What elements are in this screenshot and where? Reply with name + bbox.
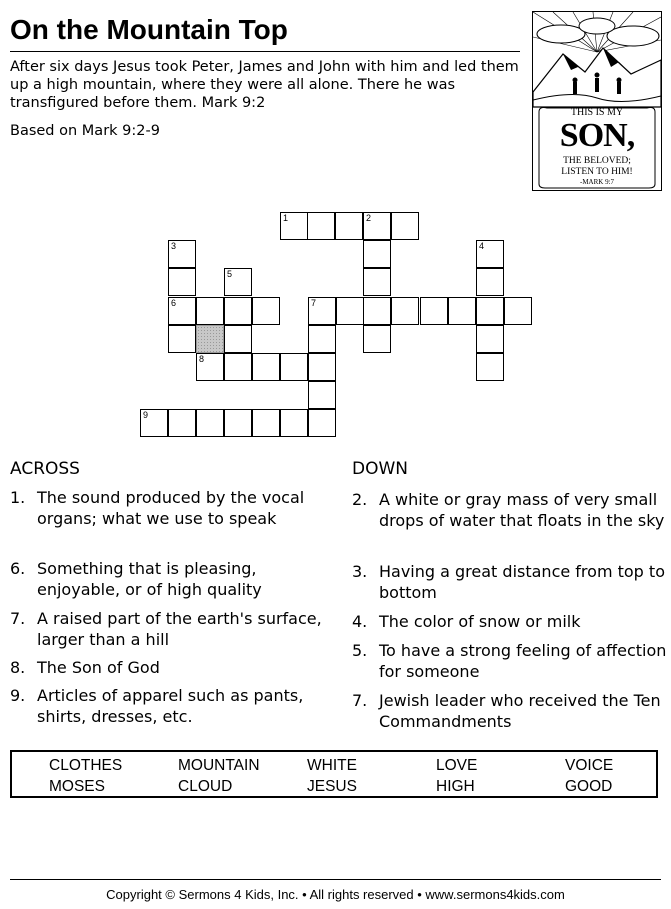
word-bank-word: CLOUD [178, 778, 233, 795]
word-bank-word: HIGH [436, 778, 475, 795]
clue-number: 3 [171, 241, 177, 251]
crossword-cell[interactable] [476, 325, 504, 353]
word-bank-word: MOSES [49, 778, 105, 795]
crossword-cell[interactable] [224, 268, 252, 296]
crossword-cell[interactable] [363, 297, 391, 325]
crossword-cell[interactable] [308, 381, 336, 409]
clue-num: 2. [352, 490, 368, 509]
crossword-cell[interactable] [335, 212, 363, 240]
crossword-cell[interactable] [391, 212, 419, 240]
crossword-cell[interactable] [196, 297, 224, 325]
word-bank-word: LOVE [436, 757, 478, 774]
illustration-text-line1: THIS IS MY [570, 107, 624, 118]
clue-num: 1. [10, 488, 26, 507]
crossword-cell[interactable] [476, 240, 504, 268]
clue-text: A raised part of the earth's surface, larger than a hill [37, 609, 322, 649]
clue-number: 8 [199, 354, 205, 364]
clue-num: 4. [352, 612, 368, 631]
shaded-cell [196, 325, 224, 353]
crossword-cell[interactable] [308, 409, 336, 437]
crossword-cell[interactable] [252, 297, 280, 325]
word-bank-word: CLOTHES [49, 757, 123, 774]
clue-text: Having a great distance from top to bottom [379, 562, 665, 602]
crossword-cell[interactable] [168, 240, 196, 268]
illustration-text-reference: -MARK 9:7 [579, 178, 615, 186]
crossword-cell[interactable] [280, 353, 308, 381]
down-heading: DOWN [352, 459, 408, 479]
crossword-cell[interactable] [224, 409, 252, 437]
clue-num: 9. [10, 686, 26, 705]
clue-text: Jewish leader who received the Ten Commandments [379, 691, 661, 731]
intro-passage: After six days Jesus took Peter, James and John with him and led them up a high mountain, where they were all alone. There he was transfigured before them. Mark 9:2 [10, 59, 519, 111]
crossword-cell[interactable] [252, 409, 280, 437]
crossword-cell[interactable] [476, 268, 504, 296]
crossword-cell[interactable] [168, 325, 196, 353]
clue-text: The color of snow or milk [379, 612, 581, 631]
crossword-cell[interactable] [196, 353, 224, 381]
clue-text: The Son of God [37, 658, 160, 677]
crossword-cell[interactable] [224, 297, 252, 325]
clue-number: 1 [283, 213, 289, 223]
clue-num: 5. [352, 641, 368, 660]
scripture-reference: Based on Mark 9:2-9 [10, 123, 160, 139]
clue-num: 7. [10, 609, 26, 628]
clue-text: Articles of apparel such as pants, shirts, dresses, etc. [37, 686, 304, 726]
crossword-cell[interactable] [363, 268, 391, 296]
crossword-cell[interactable] [308, 297, 336, 325]
word-bank-word: WHITE [307, 757, 357, 774]
illustration-text-beloved-line-b: LISTEN TO HIM! [561, 167, 633, 177]
page-title: On the Mountain Top [10, 14, 288, 45]
clue-num: 3. [352, 562, 368, 581]
crossword-cell[interactable] [196, 409, 224, 437]
clue-number: 6 [171, 298, 177, 308]
clue-number: 9 [143, 410, 149, 420]
crossword-cell[interactable] [224, 353, 252, 381]
word-bank-word: JESUS [307, 778, 357, 795]
word-bank-word: GOOD [565, 778, 613, 795]
clue-number: 5 [227, 269, 233, 279]
clue-num: 6. [10, 559, 26, 578]
crossword-cell[interactable] [476, 353, 504, 381]
title-divider [10, 51, 520, 52]
clue-text: To have a strong feeling of affection for someone [379, 641, 667, 681]
crossword-cell[interactable] [280, 212, 308, 240]
crossword-cell[interactable] [307, 212, 335, 240]
clue-number: 4 [479, 241, 485, 251]
clue-num: 8. [10, 658, 26, 677]
illustration-text-son: SON, [559, 117, 635, 154]
crossword-cell[interactable] [391, 297, 419, 325]
crossword-cell[interactable] [420, 297, 448, 325]
clue-text: Something that is pleasing, enjoyable, or of high quality [37, 559, 262, 599]
crossword-cell[interactable] [336, 297, 364, 325]
crossword-cell[interactable] [168, 409, 196, 437]
clue-text: The sound produced by the vocal organs; what we use to speak [37, 488, 305, 528]
crossword-cell[interactable] [448, 297, 476, 325]
crossword-cell[interactable] [363, 240, 391, 268]
crossword-cell[interactable] [308, 353, 336, 381]
clue-text: A white or gray mass of very small drops of water that floats in the sky [379, 490, 665, 530]
illustration-box [532, 11, 662, 191]
crossword-cell[interactable] [308, 325, 336, 353]
crossword-cell[interactable] [168, 297, 196, 325]
crossword-cell[interactable] [363, 212, 391, 240]
word-bank-word: VOICE [565, 757, 614, 774]
crossword-cell[interactable] [140, 409, 168, 437]
illustration-text-beloved-line-a: THE BELOVED; [563, 156, 631, 166]
clue-num: 7. [352, 691, 368, 710]
word-bank-word: MOUNTAIN [178, 757, 260, 774]
word-bank [10, 750, 658, 798]
clue-number: 7 [311, 298, 317, 308]
clue-number: 2 [366, 213, 372, 223]
footer-divider [10, 879, 661, 880]
crossword-cell[interactable] [280, 409, 308, 437]
crossword-cell[interactable] [363, 325, 391, 353]
across-heading: ACROSS [10, 459, 80, 479]
crossword-cell[interactable] [224, 325, 252, 353]
illustration-text-beloved [533, 156, 661, 178]
crossword-cell[interactable] [168, 268, 196, 296]
crossword-cell[interactable] [504, 297, 532, 325]
crossword-cell[interactable] [476, 297, 504, 325]
copyright-footer: Copyright © Sermons 4 Kids, Inc. • All rights reserved • www.sermons4kids.com [106, 887, 565, 902]
crossword-cell[interactable] [252, 353, 280, 381]
